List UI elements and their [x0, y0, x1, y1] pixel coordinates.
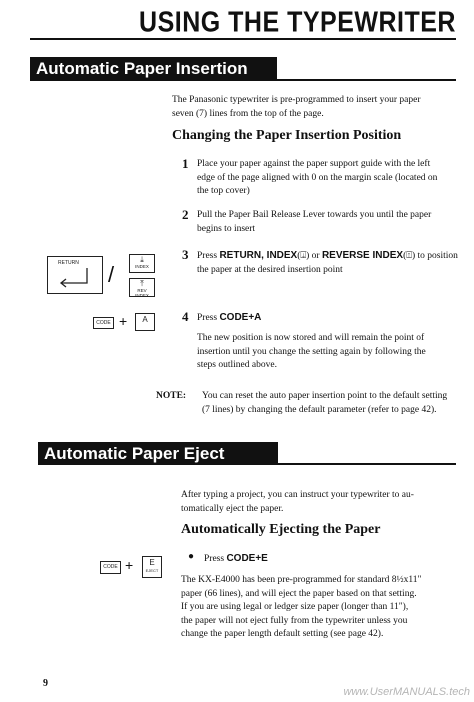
key-label: E — [149, 558, 155, 567]
key-name: REVERSE INDEX — [321, 250, 404, 261]
intro-paragraph — [172, 94, 462, 121]
key-name: CODE+E — [226, 553, 268, 564]
reverse-index-key-icon: ⤒ REV INDEX — [129, 278, 155, 297]
section-heading-paper-insertion: Automatic Paper Insertion — [30, 57, 277, 81]
key-name: RETURN, INDEX — [219, 250, 298, 261]
index-arrow-icon: (⍗) — [297, 251, 310, 261]
key-label: RETURN — [58, 260, 79, 266]
note-label: NOTE: — [156, 391, 187, 401]
key-name: CODE+A — [219, 312, 262, 323]
or-slash: / — [108, 262, 115, 287]
step-text — [197, 332, 467, 373]
step-line: steps outlined above. — [197, 360, 277, 370]
intro-line: The Panasonic typewriter is pre-programmed to insert your paper — [172, 95, 421, 105]
code-key-icon: CODE — [100, 561, 121, 574]
subheading-ejecting: Automatically Ejecting the Paper — [181, 522, 381, 537]
key-label: REV INDEX — [135, 288, 149, 298]
code-key-icon: CODE — [93, 317, 114, 329]
step-number: 1 — [182, 156, 189, 171]
step-line: Press — [197, 313, 220, 323]
title-rule — [30, 38, 456, 40]
body-line: If you are using legal or ledger size paper (longer than 11"), — [181, 602, 409, 612]
note-line: (7 lines) by changing the default parameter (refer to page 42). — [202, 404, 437, 415]
body-line: The KX-E4000 has been pre-programmed for standard 8½x11" — [181, 575, 422, 585]
intro-line: seven (7) lines from the top of the page. — [172, 108, 324, 119]
return-key-icon — [47, 256, 103, 294]
index-key-icon: ⤓ INDEX — [129, 254, 155, 273]
watermark: www.UserMANUALS.tech — [343, 686, 470, 698]
plus-sign: + — [119, 313, 128, 329]
step-text — [197, 249, 467, 277]
page-number: 9 — [43, 678, 48, 689]
step-line: Place your paper against the paper support guide with the left — [197, 159, 431, 169]
step-text — [197, 311, 261, 326]
body-line: paper (66 lines), and will eject the paper based on that setting. — [181, 588, 417, 599]
step-line: the paper at the desired insertion point — [197, 264, 343, 275]
step-text — [197, 209, 465, 236]
step-line: begins to insert — [197, 223, 256, 234]
step-text — [204, 552, 268, 567]
section-heading-paper-eject: Automatic Paper Eject — [38, 442, 278, 465]
note-text — [202, 390, 468, 417]
key-label: EJECT — [145, 568, 159, 573]
key-label: INDEX — [135, 264, 149, 269]
step-line: edge of the page aligned with 0 on the margin scale (located on — [197, 172, 438, 183]
a-key-icon: A — [135, 313, 155, 331]
e-key-icon — [142, 556, 162, 578]
body-line: the paper will not eject fully from the typewriter unless you — [181, 615, 408, 626]
step-number: 4 — [182, 309, 189, 324]
section-rule — [30, 79, 456, 81]
step-number: 2 — [182, 207, 189, 222]
step-line: Press — [197, 251, 220, 261]
step-line: to position — [415, 251, 458, 261]
step-line: Pull the Paper Bail Release Lever towards you until the paper — [197, 210, 432, 220]
step-line: the top cover) — [197, 186, 250, 196]
section-rule — [38, 463, 456, 465]
intro-paragraph — [181, 489, 463, 516]
step-number: 3 — [182, 247, 189, 262]
step-line: The new position is now stored and will remain the point of — [197, 333, 425, 343]
body-line: change the paper length default setting (see page 42). — [181, 629, 384, 639]
step-line: Press — [204, 554, 227, 564]
page-title: USING THE TYPEWRITER — [139, 6, 456, 39]
reverse-index-arrow-icon: (⍐) — [403, 251, 416, 261]
bullet-icon: ● — [188, 551, 195, 562]
note-line: You can reset the auto paper insertion point to the default setting — [202, 391, 448, 401]
step-line: insertion until you change the setting again by following the — [197, 346, 426, 357]
eject-body-paragraph — [181, 574, 467, 642]
step-text — [197, 158, 465, 199]
intro-line: tomatically eject the paper. — [181, 503, 284, 514]
plus-sign: + — [125, 557, 134, 573]
step-line: or — [309, 251, 322, 261]
subheading-changing-position: Changing the Paper Insertion Position — [172, 128, 402, 143]
return-arrow-icon — [47, 256, 103, 294]
intro-line: After typing a project, you can instruct your typewriter to au- — [181, 490, 414, 500]
